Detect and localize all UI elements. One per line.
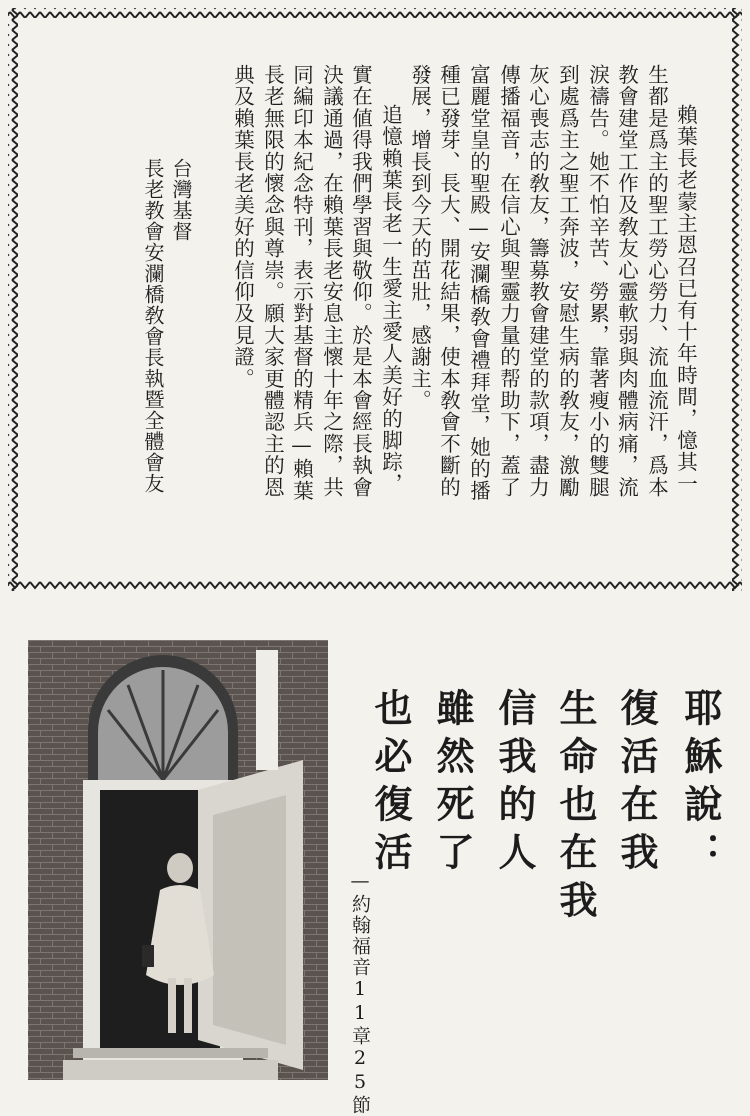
memorial-line: 同編印本紀念特刊，表示對基督的精兵—賴葉 xyxy=(289,64,314,502)
memorial-line: 長老無限的懷念與尊崇。願大家更體認主的恩 xyxy=(260,64,285,498)
signature-line: 台灣基督 xyxy=(169,158,193,242)
verse-line: 也必復活 xyxy=(368,688,413,880)
memorial-line: 典及賴葉長老美好的信仰及見證。 xyxy=(230,64,255,390)
verse-line: 復活在我 xyxy=(614,688,659,880)
memorial-line: 富麗堂皇的聖殿—安瀾橋敎會禮拜堂，她的播 xyxy=(466,64,491,502)
memorial-line: 賴葉長老蒙主恩召已有十年時間，憶其一 xyxy=(673,104,698,495)
memorial-line: 傳播福音，在信心與聖靈力量的帮助下，蓋了 xyxy=(496,64,521,498)
memorial-line: 教會建堂工作及敎友心靈軟弱與肉體病痛，流 xyxy=(614,64,639,498)
verse-line: 雖然死了 xyxy=(430,688,475,880)
signature-line: 長老教會安瀾橋敎會長執暨全體會友 xyxy=(141,158,165,494)
verse-line: 耶穌說： xyxy=(678,688,723,880)
memorial-line: 發展，增長到今天的茁壯，感謝主。 xyxy=(407,64,432,412)
verse-line: 信我的人 xyxy=(492,688,537,880)
memorial-line: 種已發芽、長大、開花結果，使本敎會不斷的 xyxy=(436,64,461,498)
memorial-line: 決議通過，在賴葉長老安息主懷十年之際，共 xyxy=(319,64,344,498)
memorial-line: 追憶賴葉長老一生愛主愛人美好的脚踪， xyxy=(378,104,403,495)
memorial-line: 灰心喪志的敎友，籌募教會建堂的款項，盡力 xyxy=(525,64,550,498)
verse-line: 生命也在我 xyxy=(553,688,598,928)
church-doorway-photo xyxy=(28,640,328,1080)
memorial-line: 到處爲主之聖工奔波，安慰生病的敎友，激勵 xyxy=(555,64,580,498)
memorial-line: 實在値得我們學習與敬仰。於是本會經長執會 xyxy=(348,64,373,498)
memorial-line: 淚禱告。她不怕辛苦、勞累，靠著瘦小的雙腿 xyxy=(585,64,610,498)
verse-citation: —約翰福音11章25節 xyxy=(349,870,371,1116)
memorial-line: 生都是爲主的聖工勞心勞力、流血流汗，爲本 xyxy=(644,64,669,498)
